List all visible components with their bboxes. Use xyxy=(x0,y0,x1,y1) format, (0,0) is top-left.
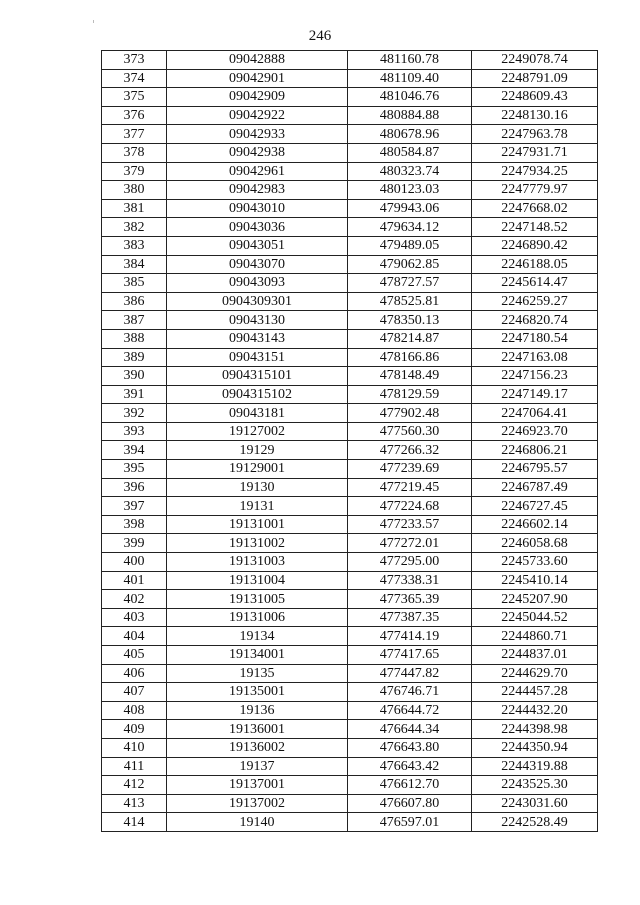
point-id-cell: 09043181 xyxy=(167,404,348,423)
table-row xyxy=(102,608,598,627)
point-id-cell: 0904315101 xyxy=(167,367,348,386)
row-index-cell: 381 xyxy=(102,199,167,218)
row-index-cell: 401 xyxy=(102,571,167,590)
table-row xyxy=(102,385,598,404)
northing-cell: 2244860.71 xyxy=(472,627,598,646)
row-index-cell: 384 xyxy=(102,255,167,274)
northing-cell: 2245614.47 xyxy=(472,274,598,293)
northing-cell: 2247180.54 xyxy=(472,329,598,348)
point-id-cell: 19129 xyxy=(167,441,348,460)
northing-cell: 2247163.08 xyxy=(472,348,598,367)
table-row xyxy=(102,738,598,757)
row-index-cell: 374 xyxy=(102,69,167,88)
easting-cell: 477365.39 xyxy=(348,590,472,609)
table-row xyxy=(102,813,598,832)
coordinates-table xyxy=(101,50,598,832)
point-id-cell: 19136 xyxy=(167,701,348,720)
point-id-cell: 09042922 xyxy=(167,106,348,125)
easting-cell: 480678.96 xyxy=(348,125,472,144)
point-id-cell: 09042901 xyxy=(167,69,348,88)
table-row xyxy=(102,143,598,162)
point-id-cell: 09043051 xyxy=(167,236,348,255)
table-row xyxy=(102,720,598,739)
row-index-cell: 385 xyxy=(102,274,167,293)
easting-cell: 477239.69 xyxy=(348,460,472,479)
row-index-cell: 390 xyxy=(102,367,167,386)
easting-cell: 477560.30 xyxy=(348,422,472,441)
easting-cell: 479062.85 xyxy=(348,255,472,274)
point-id-cell: 19131004 xyxy=(167,571,348,590)
table-row xyxy=(102,292,598,311)
northing-cell: 2244350.94 xyxy=(472,738,598,757)
easting-cell: 477338.31 xyxy=(348,571,472,590)
easting-cell: 478214.87 xyxy=(348,329,472,348)
northing-cell: 2246806.21 xyxy=(472,441,598,460)
row-index-cell: 403 xyxy=(102,608,167,627)
easting-cell: 480884.88 xyxy=(348,106,472,125)
table-row xyxy=(102,404,598,423)
table-row xyxy=(102,776,598,795)
row-index-cell: 393 xyxy=(102,422,167,441)
easting-cell: 478148.49 xyxy=(348,367,472,386)
table-row xyxy=(102,497,598,516)
northing-cell: 2248791.09 xyxy=(472,69,598,88)
row-index-cell: 383 xyxy=(102,236,167,255)
northing-cell: 2245207.90 xyxy=(472,590,598,609)
easting-cell: 479489.05 xyxy=(348,236,472,255)
row-index-cell: 386 xyxy=(102,292,167,311)
easting-cell: 480123.03 xyxy=(348,181,472,200)
easting-cell: 477233.57 xyxy=(348,515,472,534)
row-index-cell: 412 xyxy=(102,776,167,795)
table-row xyxy=(102,274,598,293)
easting-cell: 477417.65 xyxy=(348,646,472,665)
table-row xyxy=(102,236,598,255)
row-index-cell: 398 xyxy=(102,515,167,534)
point-id-cell: 19135 xyxy=(167,664,348,683)
table-row xyxy=(102,125,598,144)
easting-cell: 476643.80 xyxy=(348,738,472,757)
point-id-cell: 19130 xyxy=(167,478,348,497)
northing-cell: 2248609.43 xyxy=(472,88,598,107)
row-index-cell: 406 xyxy=(102,664,167,683)
easting-cell: 476607.80 xyxy=(348,794,472,813)
northing-cell: 2246188.05 xyxy=(472,255,598,274)
row-index-cell: 392 xyxy=(102,404,167,423)
easting-cell: 481160.78 xyxy=(348,51,472,70)
easting-cell: 477447.82 xyxy=(348,664,472,683)
northing-cell: 2246795.57 xyxy=(472,460,598,479)
point-id-cell: 19131003 xyxy=(167,553,348,572)
northing-cell: 2243031.60 xyxy=(472,794,598,813)
point-id-cell: 19131 xyxy=(167,497,348,516)
northing-cell: 2244432.20 xyxy=(472,701,598,720)
northing-cell: 2246259.27 xyxy=(472,292,598,311)
easting-cell: 476597.01 xyxy=(348,813,472,832)
point-id-cell: 19131006 xyxy=(167,608,348,627)
point-id-cell: 19136002 xyxy=(167,738,348,757)
northing-cell: 2245733.60 xyxy=(472,553,598,572)
table-row xyxy=(102,460,598,479)
northing-cell: 2246727.45 xyxy=(472,497,598,516)
row-index-cell: 407 xyxy=(102,683,167,702)
page-number: 246 xyxy=(308,28,332,44)
row-index-cell: 376 xyxy=(102,106,167,125)
easting-cell: 478166.86 xyxy=(348,348,472,367)
northing-cell: 2247779.97 xyxy=(472,181,598,200)
row-index-cell: 394 xyxy=(102,441,167,460)
row-index-cell: 400 xyxy=(102,553,167,572)
table-row xyxy=(102,701,598,720)
easting-cell: 478350.13 xyxy=(348,311,472,330)
northing-cell: 2247149.17 xyxy=(472,385,598,404)
point-id-cell: 19131005 xyxy=(167,590,348,609)
northing-cell: 2245044.52 xyxy=(472,608,598,627)
row-index-cell: 399 xyxy=(102,534,167,553)
easting-cell: 480323.74 xyxy=(348,162,472,181)
row-index-cell: 378 xyxy=(102,143,167,162)
table-row xyxy=(102,757,598,776)
northing-cell: 2246602.14 xyxy=(472,515,598,534)
table-body xyxy=(102,51,598,832)
point-id-cell: 19137001 xyxy=(167,776,348,795)
northing-cell: 2247668.02 xyxy=(472,199,598,218)
northing-cell: 2248130.16 xyxy=(472,106,598,125)
table-row xyxy=(102,422,598,441)
point-id-cell: 09043010 xyxy=(167,199,348,218)
point-id-cell: 19129001 xyxy=(167,460,348,479)
table-row xyxy=(102,627,598,646)
row-index-cell: 391 xyxy=(102,385,167,404)
easting-cell: 479634.12 xyxy=(348,218,472,237)
row-index-cell: 405 xyxy=(102,646,167,665)
northing-cell: 2247931.71 xyxy=(472,143,598,162)
point-id-cell: 19131002 xyxy=(167,534,348,553)
point-id-cell: 09043036 xyxy=(167,218,348,237)
row-index-cell: 410 xyxy=(102,738,167,757)
point-id-cell: 09042933 xyxy=(167,125,348,144)
point-id-cell: 09043151 xyxy=(167,348,348,367)
row-index-cell: 409 xyxy=(102,720,167,739)
easting-cell: 480584.87 xyxy=(348,143,472,162)
table-row xyxy=(102,534,598,553)
row-index-cell: 413 xyxy=(102,794,167,813)
northing-cell: 2247934.25 xyxy=(472,162,598,181)
northing-cell: 2244319.88 xyxy=(472,757,598,776)
northing-cell: 2244837.01 xyxy=(472,646,598,665)
row-index-cell: 375 xyxy=(102,88,167,107)
northing-cell: 2242528.49 xyxy=(472,813,598,832)
easting-cell: 477219.45 xyxy=(348,478,472,497)
easting-cell: 481109.40 xyxy=(348,69,472,88)
northing-cell: 2243525.30 xyxy=(472,776,598,795)
northing-cell: 2245410.14 xyxy=(472,571,598,590)
point-id-cell: 19131001 xyxy=(167,515,348,534)
northing-cell: 2246820.74 xyxy=(472,311,598,330)
scan-mark xyxy=(93,20,94,23)
point-id-cell: 09042938 xyxy=(167,143,348,162)
point-id-cell: 19137002 xyxy=(167,794,348,813)
point-id-cell: 09042983 xyxy=(167,181,348,200)
table-row xyxy=(102,590,598,609)
table-row xyxy=(102,88,598,107)
row-index-cell: 395 xyxy=(102,460,167,479)
row-index-cell: 397 xyxy=(102,497,167,516)
table-row xyxy=(102,329,598,348)
point-id-cell: 19134001 xyxy=(167,646,348,665)
row-index-cell: 411 xyxy=(102,757,167,776)
point-id-cell: 09043130 xyxy=(167,311,348,330)
table-row xyxy=(102,664,598,683)
northing-cell: 2246890.42 xyxy=(472,236,598,255)
point-id-cell: 19134 xyxy=(167,627,348,646)
point-id-cell: 0904309301 xyxy=(167,292,348,311)
easting-cell: 481046.76 xyxy=(348,88,472,107)
northing-cell: 2247156.23 xyxy=(472,367,598,386)
easting-cell: 477224.68 xyxy=(348,497,472,516)
easting-cell: 478727.57 xyxy=(348,274,472,293)
row-index-cell: 380 xyxy=(102,181,167,200)
easting-cell: 476644.72 xyxy=(348,701,472,720)
northing-cell: 2244457.28 xyxy=(472,683,598,702)
easting-cell: 477266.32 xyxy=(348,441,472,460)
row-index-cell: 373 xyxy=(102,51,167,70)
table-row xyxy=(102,553,598,572)
row-index-cell: 382 xyxy=(102,218,167,237)
easting-cell: 477387.35 xyxy=(348,608,472,627)
point-id-cell: 19136001 xyxy=(167,720,348,739)
point-id-cell: 09042888 xyxy=(167,51,348,70)
northing-cell: 2246923.70 xyxy=(472,422,598,441)
table-row xyxy=(102,199,598,218)
easting-cell: 479943.06 xyxy=(348,199,472,218)
row-index-cell: 408 xyxy=(102,701,167,720)
table-row xyxy=(102,51,598,70)
row-index-cell: 379 xyxy=(102,162,167,181)
table-row xyxy=(102,181,598,200)
row-index-cell: 402 xyxy=(102,590,167,609)
row-index-cell: 389 xyxy=(102,348,167,367)
table-row xyxy=(102,218,598,237)
row-index-cell: 396 xyxy=(102,478,167,497)
row-index-cell: 414 xyxy=(102,813,167,832)
northing-cell: 2244629.70 xyxy=(472,664,598,683)
northing-cell: 2247148.52 xyxy=(472,218,598,237)
point-id-cell: 09043070 xyxy=(167,255,348,274)
easting-cell: 478525.81 xyxy=(348,292,472,311)
table-row xyxy=(102,348,598,367)
point-id-cell: 19135001 xyxy=(167,683,348,702)
point-id-cell: 19137 xyxy=(167,757,348,776)
northing-cell: 2244398.98 xyxy=(472,720,598,739)
row-index-cell: 387 xyxy=(102,311,167,330)
easting-cell: 476643.42 xyxy=(348,757,472,776)
easting-cell: 478129.59 xyxy=(348,385,472,404)
point-id-cell: 09042909 xyxy=(167,88,348,107)
table-row xyxy=(102,478,598,497)
easting-cell: 477414.19 xyxy=(348,627,472,646)
table-row xyxy=(102,571,598,590)
point-id-cell: 0904315102 xyxy=(167,385,348,404)
row-index-cell: 388 xyxy=(102,329,167,348)
northing-cell: 2247064.41 xyxy=(472,404,598,423)
table-row xyxy=(102,162,598,181)
row-index-cell: 377 xyxy=(102,125,167,144)
table-row xyxy=(102,255,598,274)
table-row xyxy=(102,367,598,386)
easting-cell: 476612.70 xyxy=(348,776,472,795)
table-row xyxy=(102,441,598,460)
table-row xyxy=(102,683,598,702)
table-row xyxy=(102,646,598,665)
easting-cell: 476746.71 xyxy=(348,683,472,702)
point-id-cell: 09043093 xyxy=(167,274,348,293)
table-row xyxy=(102,515,598,534)
point-id-cell: 09043143 xyxy=(167,329,348,348)
easting-cell: 476644.34 xyxy=(348,720,472,739)
northing-cell: 2246787.49 xyxy=(472,478,598,497)
northing-cell: 2246058.68 xyxy=(472,534,598,553)
point-id-cell: 19140 xyxy=(167,813,348,832)
table-row xyxy=(102,106,598,125)
easting-cell: 477902.48 xyxy=(348,404,472,423)
northing-cell: 2247963.78 xyxy=(472,125,598,144)
table-row xyxy=(102,794,598,813)
point-id-cell: 09042961 xyxy=(167,162,348,181)
easting-cell: 477295.00 xyxy=(348,553,472,572)
table-row xyxy=(102,69,598,88)
point-id-cell: 19127002 xyxy=(167,422,348,441)
easting-cell: 477272.01 xyxy=(348,534,472,553)
row-index-cell: 404 xyxy=(102,627,167,646)
northing-cell: 2249078.74 xyxy=(472,51,598,70)
table-row xyxy=(102,311,598,330)
